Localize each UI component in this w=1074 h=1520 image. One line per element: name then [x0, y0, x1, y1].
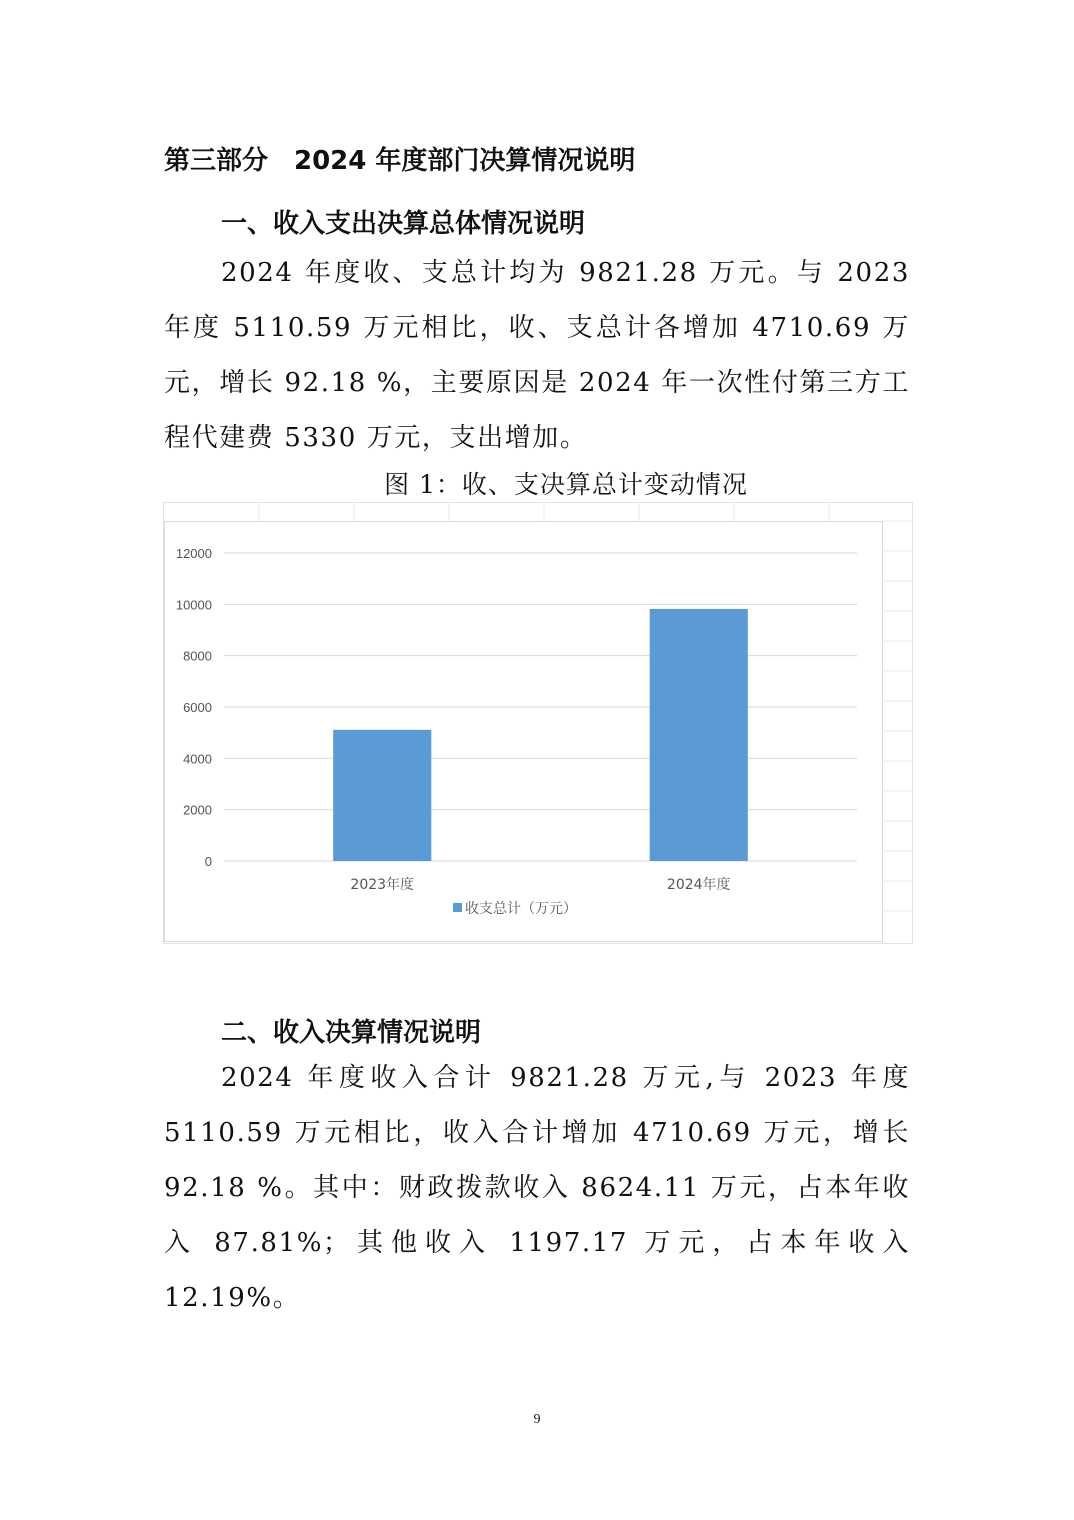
y-tick-label: 12000	[175, 546, 212, 561]
section1-heading: 一、收入支出决算总体情况说明	[221, 209, 586, 239]
y-tick-label: 6000	[183, 700, 212, 715]
y-tick-label: 0	[204, 854, 212, 869]
part-heading: 第三部分 2024 年度部门决算情况说明	[164, 146, 636, 176]
bar	[333, 730, 431, 861]
bar-chart	[163, 502, 913, 944]
section1-paragraph: 2024 年度收、支总计均为 9821.28 万元。与 2023 年度 5110.59 万元相比，收、支总计各增加 4710.69 万元，增长 92.18 %，主要原因是 2024 年一次性付第三方工程代建费 5330 万元，支出增加。	[164, 258, 910, 453]
x-tick-label: 2023年度	[350, 877, 415, 893]
y-tick-label: 2000	[183, 802, 212, 818]
y-tick-label: 10000	[175, 597, 212, 613]
chart-area-border	[165, 522, 883, 942]
chart-canvas	[164, 503, 912, 943]
y-tick-label: 8000	[183, 648, 212, 664]
y-tick-label: 4000	[183, 751, 212, 767]
section2-heading: 二、收入决算情况说明	[221, 1018, 482, 1048]
x-tick-label: 2024年度	[666, 877, 731, 893]
figure-caption: 图 1：收、支决算总计变动情况	[384, 470, 748, 499]
section2-paragraph: 2024 年度收入合计 9821.28 万元,与 2023 年度 5110.59 万元相比，收入合计增加 4710.69 万元，增长 92.18 %。其中：财政拨款收入 8624.11 万元，占本年收入 87.81%；其他收入 1197.17 万元，占本年收入 12.19%。	[164, 1063, 910, 1313]
page-number: 9	[533, 1412, 541, 1427]
legend-label: 收支总计（万元）	[465, 901, 577, 917]
legend-swatch	[453, 903, 462, 912]
bar	[650, 609, 748, 861]
